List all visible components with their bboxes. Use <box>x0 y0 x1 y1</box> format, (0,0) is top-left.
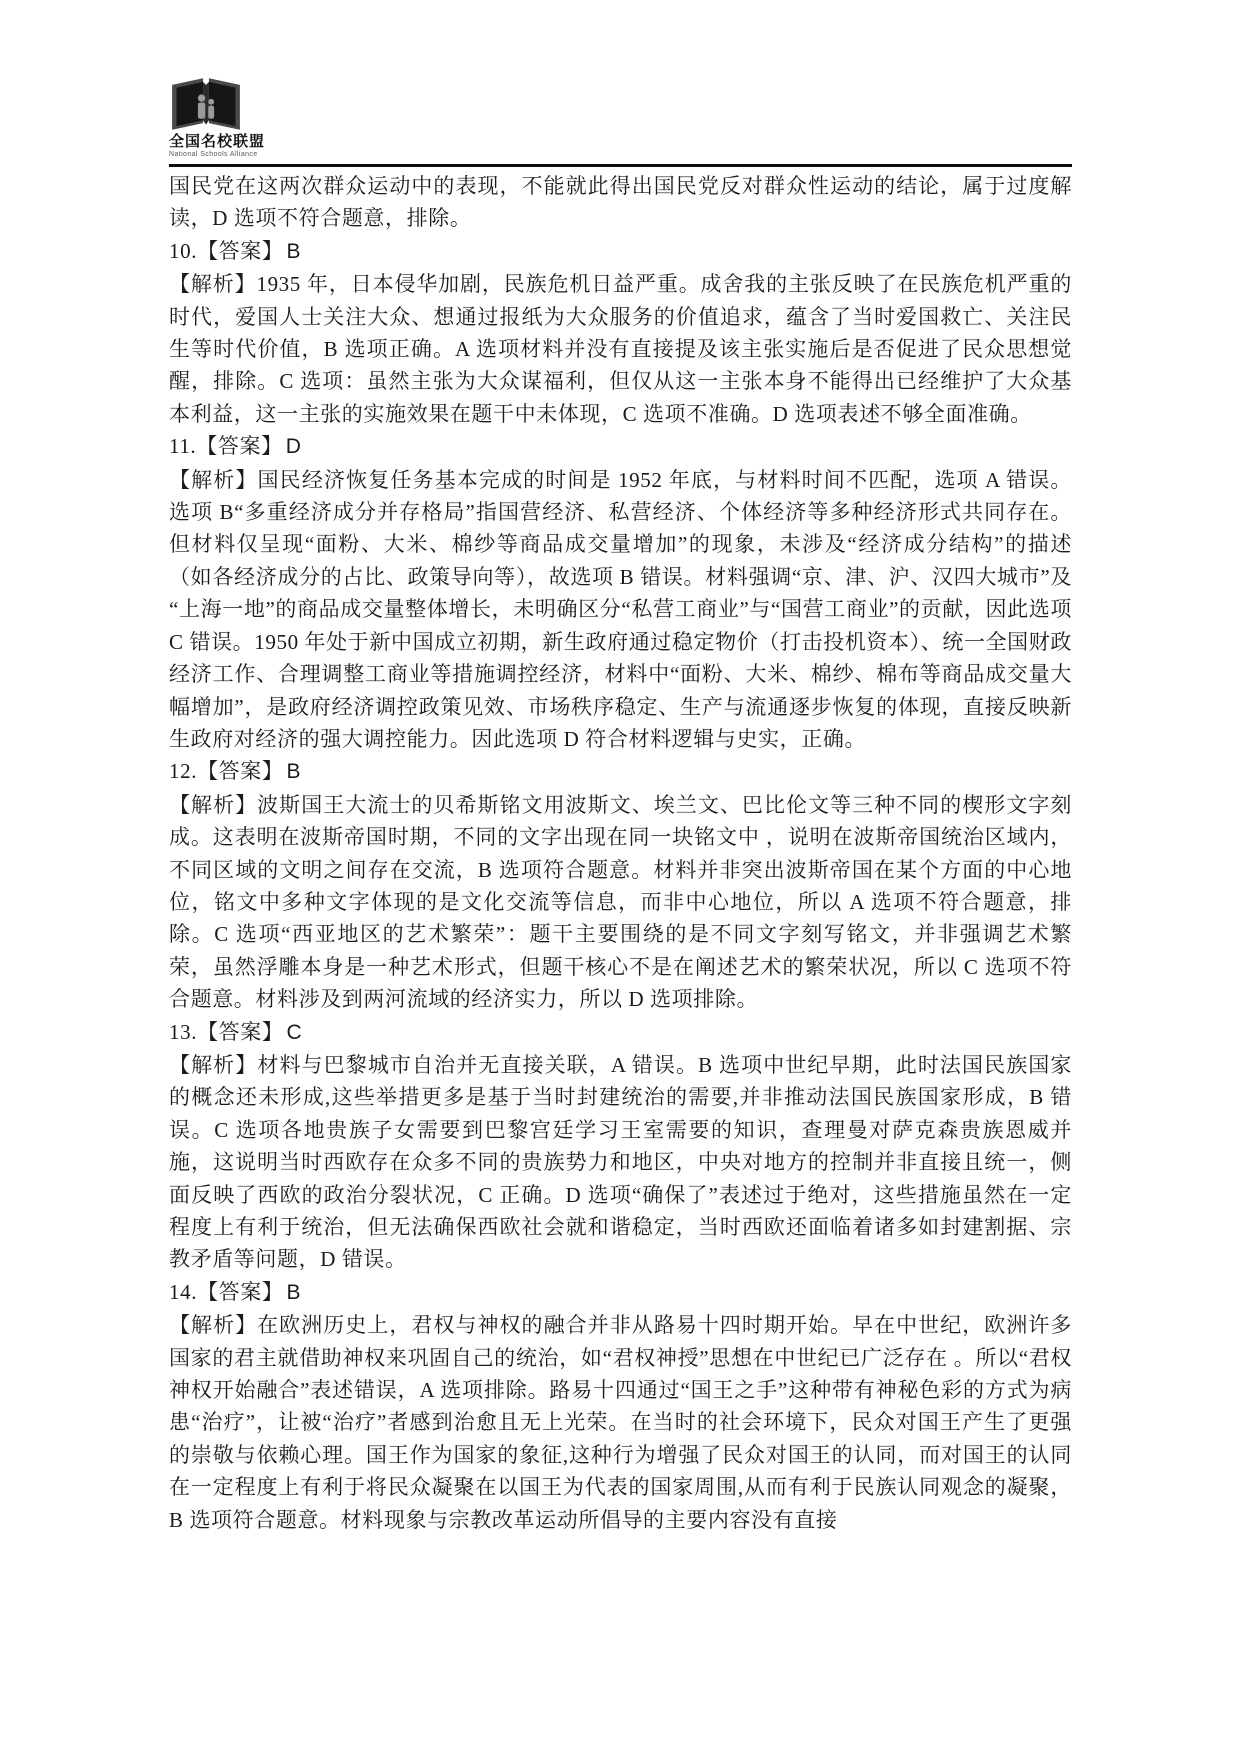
analysis-label: 【解析】 <box>169 272 257 297</box>
answer-line-q11 <box>169 430 1072 463</box>
question-number: 12. <box>169 759 198 784</box>
logo <box>169 76 279 159</box>
analysis-label: 【解析】 <box>169 467 258 492</box>
answer-letter: B <box>286 1280 302 1304</box>
analysis-paragraph-q13 <box>169 1049 1072 1276</box>
analysis-paragraph-q10 <box>169 268 1072 430</box>
document-page <box>169 0 1072 1536</box>
answer-label: 【答案】 <box>197 238 284 263</box>
answer-line-q12 <box>169 755 1072 788</box>
analysis-paragraph-q12 <box>169 789 1072 1016</box>
analysis-text: 在欧洲历史上，君权与神权的融合并非从路易十四时期开始。早在中世纪，欧洲许多国家的君主就借助神权来巩固自己的统治，如“君权神授”思想在中世纪已广泛存在 。所以“君权神权开始融合”表述错误，A 选项排除。路易十四通过“国王之手”这种带有神秘色彩的方式为病患“治疗”，让被“治疗”者感到治愈且无上光荣。在当时的社会环境下，民众对国王产生了更强的崇敬与依赖心理。国王作为国家的象征,这种行为增强了民众对国王的认同，而对国王的认同在一定程度上有利于将民众凝聚在以国王为代表的国家周围,从而有利于民族认同观念的凝聚，B 选项符合题意。材料现象与宗教改革运动所倡导的主要内容没有直接 <box>169 1313 1072 1532</box>
answer-line-q14 <box>169 1276 1072 1309</box>
answer-label: 【答案】 <box>197 1279 284 1304</box>
question-number: 11. <box>169 434 197 459</box>
analysis-text: 材料与巴黎城市自治并无直接关联，A 错误。B 选项中世纪早期，此时法国民族国家的概念还未形成,这些举措更多是基于当时封建统治的需要,并非推动法国民族国家形成，B 错误。C 选项各地贵族子女需要到巴黎宫廷学习王室需要的知识，查理曼对萨克森贵族恩威并施，这说明当时西欧存在众多不同的贵族势力和地区，中央对地方的控制并非直接且统一，侧面反映了西欧的政治分裂状况，C 正确。D 选项“确保了”表述过于绝对，这些措施虽然在一定程度上有利于统治，但无法确保西欧社会就和谐稳定，当时西欧还面临着诸多如封建割据、宗教矛盾等问题，D 错误。 <box>169 1052 1072 1272</box>
document-body <box>169 170 1072 1536</box>
question-number: 13. <box>169 1019 198 1044</box>
open-book-icon <box>169 76 279 132</box>
header-divider <box>169 164 1072 167</box>
answer-label: 【答案】 <box>196 434 283 459</box>
answer-letter: D <box>285 435 302 459</box>
answer-label: 【答案】 <box>197 1019 284 1044</box>
answer-letter: B <box>286 760 302 784</box>
analysis-paragraph-q11 <box>169 464 1072 756</box>
org-name-en: National Schools Alliance <box>169 151 258 158</box>
continuation-paragraph: 国民党在这两次群众运动中的表现，不能就此得出国民党反对群众性运动的结论，属于过度解读，D 选项不符合题意，排除。 <box>169 174 1072 231</box>
answer-letter: C <box>286 1020 303 1044</box>
analysis-text: 国民经济恢复任务基本完成的时间是 1952 年底，与材料时间不匹配，选项 A 错误。选项 B“多重经济成分并存格局”指国营经济、私营经济、个体经济等多种经济形式共同存在。但材料仅呈现“面粉、大米、棉纱等商品成交量增加”的现象，未涉及“经济成分结构”的描述（如各经济成分的占比、政策导向等），故选项 B 错误。材料强调“京、津、沪、汉四大城市”及“上海一地”的商品成交量整体增长，未明确区分“私营工商业”与“国营工商业”的贡献，因此选项 C 错误。1950 年处于新中国成立初期，新生政府通过稳定物价（打击投机资本）、统一全国财政经济工作、合理调整工商业等措施调控经济，材料中“面粉、大米、棉纱、棉布等商品成交量大幅增加”，是政府经济调控政策见效、市场秩序稳定、生产与流通逐步恢复的体现，直接反映新生政府对经济的强大调控能力。因此选项 D 符合材料逻辑与史实，正确。 <box>169 467 1072 751</box>
question-number: 14. <box>169 1279 198 1304</box>
answer-line-q10 <box>169 235 1072 268</box>
org-name: 全国名校联盟 <box>169 133 266 150</box>
answer-letter: B <box>286 239 302 263</box>
answer-label: 【答案】 <box>197 759 284 784</box>
analysis-label: 【解析】 <box>169 792 258 817</box>
analysis-paragraph-q14 <box>169 1309 1072 1536</box>
analysis-label: 【解析】 <box>169 1052 258 1077</box>
question-number: 10. <box>169 238 198 263</box>
analysis-label: 【解析】 <box>169 1313 258 1338</box>
answer-line-q13 <box>169 1016 1072 1049</box>
analysis-text: 波斯国王大流士的贝希斯铭文用波斯文、埃兰文、巴比伦文等三种不同的楔形文字刻成。这表明在波斯帝国时期，不同的文字出现在同一块铭文中 ，说明在波斯帝国统治区域内，不同区域的文明之间存在交流，B 选项符合题意。材料并非突出波斯帝国在某个方面的中心地位，铭文中多种文字体现的是文化交流等信息，而非中心地位，所以 A 选项不符合题意，排除。C 选项“西亚地区的艺术繁荣”：题干主要围绕的是不同文字刻写铭文，并非强调艺术繁荣，虽然浮雕本身是一种艺术形式，但题干核心不是在阐述艺术的繁荣状况，所以 C 选项不符合题意。材料涉及到两河流域的经济实力，所以 D 选项排除。 <box>169 792 1072 1012</box>
analysis-text: 1935 年，日本侵华加剧，民族危机日益严重。成舍我的主张反映了在民族危机严重的时代，爱国人士关注大众、想通过报纸为大众服务的价值追求，蕴含了当时爱国救亡、关注民生等时代价值，B 选项正确。A 选项材料并没有直接提及该主张实施后是否促进了民众思想觉醒，排除。C 选项：虽然主张为大众谋福利，但仅从这一主张本身不能得出已经维护了大众基本利益，这一主张的实施效果在题干中未体现，C 选项不准确。D 选项表述不够全面准确。 <box>169 272 1072 426</box>
